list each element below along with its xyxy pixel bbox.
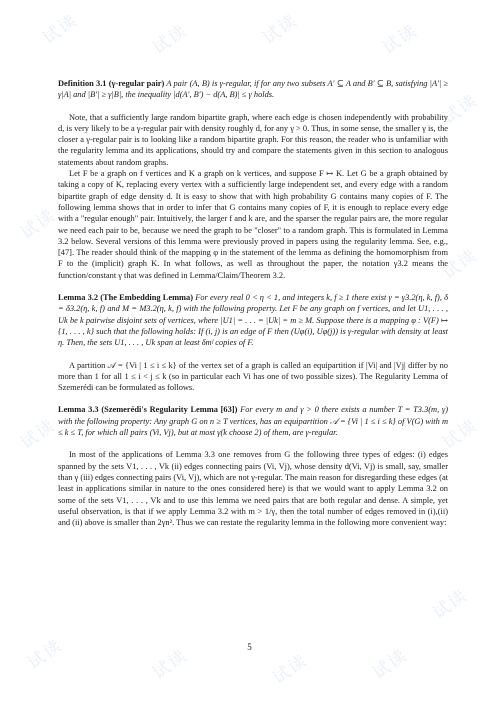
- watermark: 试读: [439, 245, 482, 284]
- watermark: 试读: [149, 20, 192, 59]
- watermark: 试读: [269, 650, 312, 689]
- watermark: 试读: [379, 20, 422, 59]
- lemma-3-3: [58, 404, 448, 438]
- watermark: 试读: [24, 635, 67, 674]
- watermark: 试读: [259, 10, 302, 49]
- paragraph-applications: In most of the applications of Lemma 3.3 one removes from G the following three types of edges: (i) edges spanned by the sets V1, . . . , Vk (ii) edges connecting pairs (Vi, Vj), whose density d(Vi, Vj) is small, say, smaller than γ (iii) edges connecting pairs (Vi, Vj), which are not γ-regular. The main reason for disregarding these edges (at least in applications similar in nature to the ones considered here) is that we would want to apply Lemma 3.2 on some of the sets V1, . . . , Vk and to use this lemma we need pairs that are both regular and dense. A simple, yet useful observation, is that if we apply Lemma 3.2 with m > 1/γ, then the total number of edges removed in (i),(ii) and (ii) above is smaller than 2γn². Thus we can restate the regularity lemma in the following more convenient way:: [58, 450, 448, 528]
- lemma-label: Lemma 3.3 (Szemerédi's Regularity Lemma [63]): [58, 405, 238, 415]
- definition-3-1: [58, 78, 448, 101]
- watermark: 试读: [17, 415, 60, 454]
- lemma-label: Lemma 3.2 (The Embedding Lemma): [58, 293, 194, 303]
- watermark: 试读: [17, 205, 60, 244]
- page-number: 5: [247, 642, 252, 652]
- lemma-body: For every real 0 < η < 1, and integers k, f ≥ 1 there exist γ = γ3.2(η, k, f), δ = δ3.2(η, k, f) and M = M3.2(η, k, f) with the following property. Let F be any graph on f vertices, and let U1, . . . , Uk be k pairwise disjoint sets of vertices, where |U1| = . . . = |Uk| = m ≥ M. Suppose there is a mapping φ : V(F) ↦ {1, . . . , k} such that the following holds: If (i, j) is an edge of F then (Uφ(i), Uφ(j)) is γ-regular with density at least η. Then, the sets U1, . . . , Uk span at least δmᶠ copies of F.: [58, 293, 449, 348]
- watermark: 试读: [149, 645, 192, 684]
- lemma-body: For every m and γ > 0 there exists a number T = T3.3(m, γ) with the following property: Any graph G on n ≥ T vertices, has an equipartition 𝒜 = {Vi | 1 ≤ i ≤ k} of V(G) with m ≤ k ≤ T, for which all pairs (Vi, Vj), but at most γ(k choose 2) of them, are γ-regular.: [58, 405, 448, 438]
- lemma-3-2: [58, 292, 448, 348]
- definition-label: Definition 3.1: [58, 79, 107, 88]
- paragraph-embedding-intro: Let F be a graph on f vertices and K a graph on k vertices, and suppose F ↦ K. Let G be a graph obtained by taking a copy of K, replacing every vertex with a sufficiently large independent set, and every edge with a random bipartite graph of edge density d. It is easy to show that with high probability G contains many copies of F. The following lemma shows that in order to infer that G contains many copies of F, it is enough to replace every edge with a "regular enough" pair. Intuitively, the larger f and k are, and the sparser the regular pairs are, the more regular we need each pair to be, because we need the graph to be "closer" to a random graph. This is formulated in Lemma 3.2 below. Several versions of this lemma were previously proved in papers using the regularity lemma. See, e.g., [47]. The reader should think of the mapping φ in the statement of the lemma as defining the homomorphism from F to the (implicit) graph K. In what follows, as well as throughout the paper, the notation γ3.2 means the function/constant γ that was defined in Lemma/Claim/Theorem 3.2.: [58, 169, 448, 280]
- paragraph-random-graph: Note, that a sufficiently large random bipartite graph, where each edge is chosen independently with probability d, is very likely to be a γ-regular pair with density roughly d, for any γ > 0. Thus, in some sense, the smaller γ is, the closer a γ-regular pair is to looking like a random bipartite graph. For this reason, the reader who is unfamiliar with the regularity lemma and its applications, should try and compare the statements given in this section to analogous statements about random graphs.: [58, 112, 448, 167]
- watermark: 试读: [439, 90, 482, 129]
- watermark: 试读: [429, 585, 472, 624]
- paragraph-equipartition: A partition 𝒜 = {Vi | 1 ≤ i ≤ k} of the vertex set of a graph is called an equipartition if |Vi| and |Vj| differ by no more than 1 for all 1 ≤ i < j ≤ k (so in particular each Vi has one of two possible sizes). The Regularity Lemma of Szemerédi can be formulated as follows.: [58, 360, 448, 393]
- watermark: 试读: [39, 10, 82, 49]
- page-body: [58, 78, 448, 528]
- watermark: 试读: [369, 645, 412, 684]
- watermark: 试读: [439, 415, 482, 454]
- definition-name: (γ-regular pair): [108, 79, 165, 88]
- definition-body: A pair (A, B) is γ-regular, if for any two subsets A′ ⊆ A and B′ ⊆ B, satisfying |A′| ≥ γ|A| and |B′| ≥ γ|B|, the inequality |d(A′, B′) − d(A, B)| ≤ γ holds.: [58, 79, 449, 100]
